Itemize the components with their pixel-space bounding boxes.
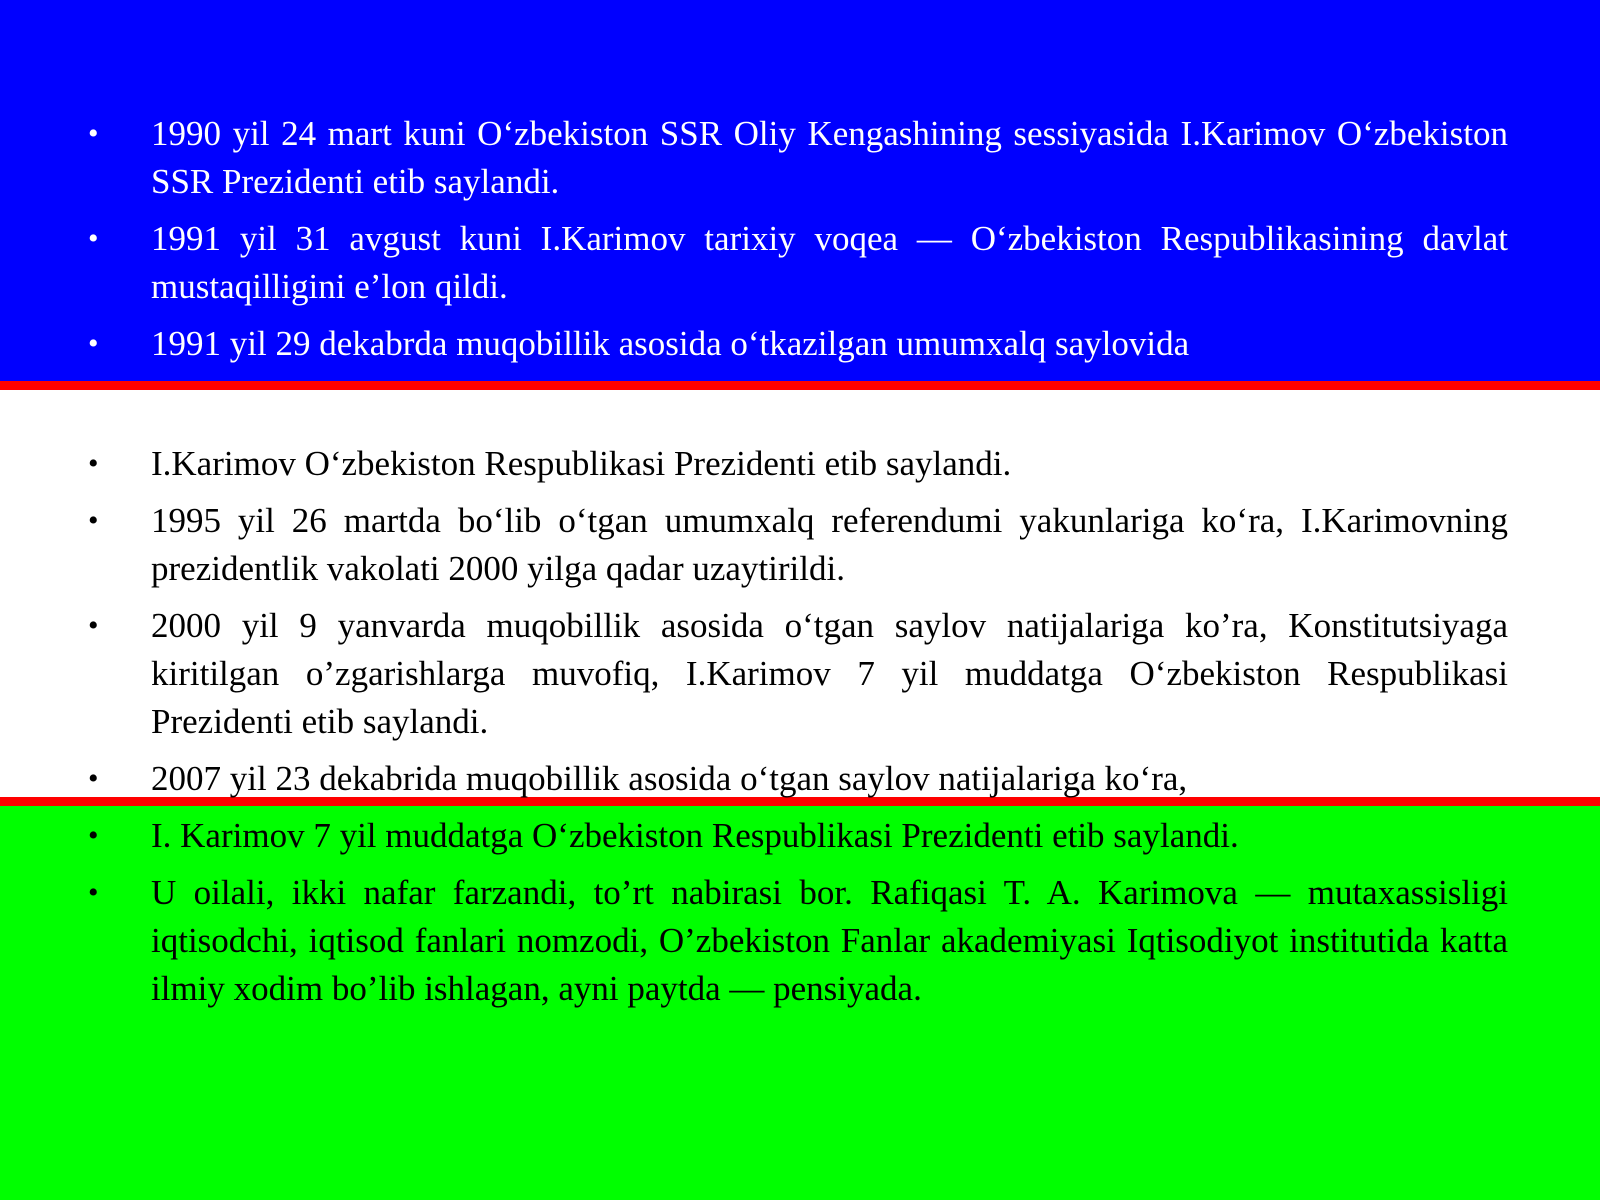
list-item [88, 755, 1508, 803]
list-item-text: 2000 yil 9 yanvarda muqobillik asosida o‘tgan saylov natijalariga ko’ra, Konstitutsiyaga kiritilgan o’zgarishlarga muvofiq, I.Karimov 7 yil muddatga O‘zbekiston Respublikasi Prezidenti etib saylandi. [151, 606, 1508, 741]
list-item [88, 110, 1508, 206]
list-item [88, 497, 1508, 593]
list-item [88, 869, 1508, 1013]
bullet-list-bottom [88, 440, 1508, 1022]
list-item-text: 1991 yil 29 dekabrda muqobillik asosida o‘tkazilgan umumxalq saylovida [151, 324, 1190, 363]
bullet-list-top [88, 110, 1508, 377]
list-item-text: 2007 yil 23 dekabrida muqobillik asosida o‘tgan saylov natijalariga ko‘ra, [151, 759, 1188, 798]
list-item [88, 812, 1508, 860]
bullet-icon: • [88, 819, 99, 852]
bullet-icon: • [88, 447, 99, 480]
list-item-text: I. Karimov 7 yil muddatga O‘zbekiston Respublikasi Prezidenti etib saylandi. [151, 816, 1239, 855]
bullet-icon: • [88, 609, 99, 642]
list-item [88, 602, 1508, 746]
list-item [88, 320, 1508, 368]
list-item-text: U oilali, ikki nafar farzandi, to’rt nabirasi bor. Rafiqasi T. A. Karimova — mutaxassisligi iqtisodchi, iqtisod fanlari nomzodi, O’zbekiston Fanlar akademiyasi Iqtisodiyot institutida katta ilmiy xodim bo’lib ishlagan, ayni paytda — pensiyada. [151, 873, 1508, 1008]
bullet-icon: • [88, 117, 99, 150]
bullet-icon: • [88, 327, 99, 360]
list-item-text: 1990 yil 24 mart kuni O‘zbekiston SSR Oliy Kengashining sessiyasida I.Karimov O‘zbekiston SSR Prezidenti etib saylandi. [151, 114, 1508, 201]
list-item-text: 1995 yil 26 martda bo‘lib o‘tgan umumxalq referendumi yakunlariga ko‘ra, I.Karimovning prezidentlik vakolati 2000 yilga qadar uzaytirildi. [151, 501, 1508, 588]
bullet-icon: • [88, 762, 99, 795]
list-item [88, 215, 1508, 311]
bullet-icon: • [88, 876, 99, 909]
bullet-icon: • [88, 222, 99, 255]
list-item [88, 440, 1508, 488]
bullet-icon: • [88, 504, 99, 537]
flag-stripe-red-top [0, 381, 1600, 390]
list-item-text: I.Karimov O‘zbekiston Respublikasi Prezidenti etib saylandi. [151, 444, 1012, 483]
list-item-text: 1991 yil 31 avgust kuni I.Karimov tarixiy voqea — O‘zbekiston Respublikasining davlat mustaqilligini e’lon qildi. [151, 219, 1508, 306]
